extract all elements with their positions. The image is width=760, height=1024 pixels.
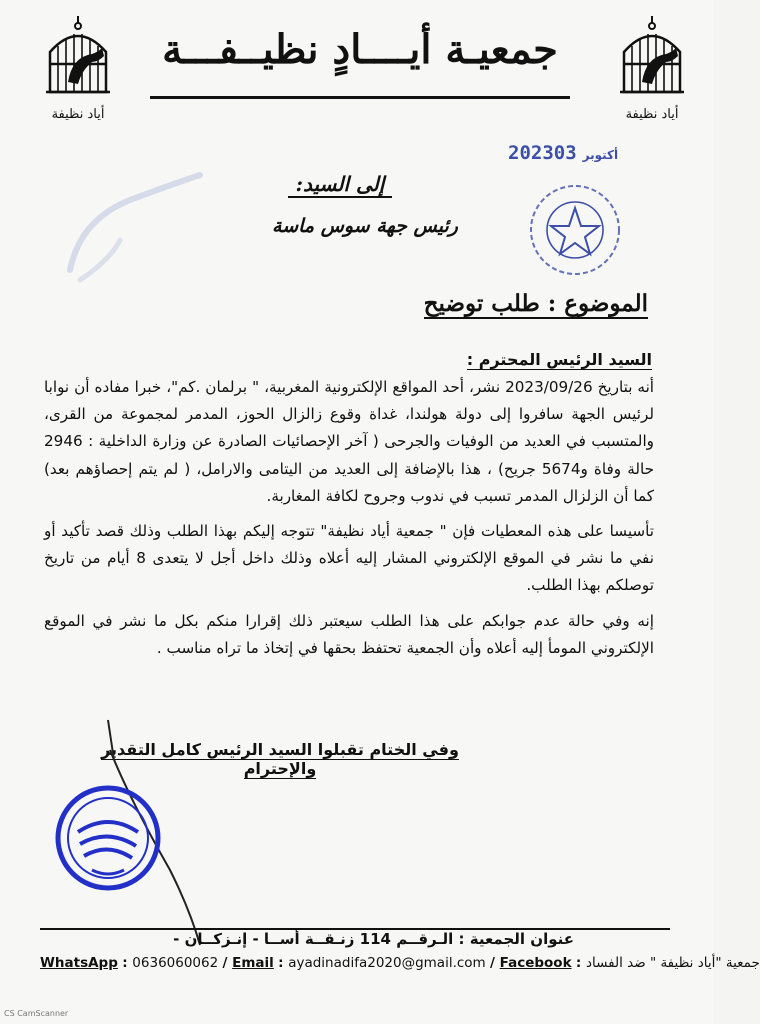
closing-text: وفي الختام تقبلوا السيد الرئيس كامل التقدير والإحترام <box>101 740 459 778</box>
date-day: 03 <box>553 142 577 164</box>
subject-text: الموضوع : طلب توضيح <box>423 290 648 317</box>
footer-contact: WhatsApp : 0636060062 / Email : ayadinadifa2020@gmail.com / Facebook : جمعية "أياد نظيفة " ضد الفساد <box>40 955 760 971</box>
birdcage-hand-icon <box>612 12 692 102</box>
facebook-page: جمعية "أياد نظيفة " ضد الفساد <box>585 955 760 971</box>
logo-label: أياد نظيفة <box>625 107 679 122</box>
body-paragraph: أنه بتاريخ 2023/09/26 نشر، أحد المواقع الإلكترونية المغربية، " برلمان .كم"، خبرا مفاده أن نوابا لرئيس الجهة سافروا إلى دولة هولندا، غداة وقوع زالزال الحوز، المدمر لمجموعة من القرى، والمتسبب في العديد من الوفيات والجرحى ( آخر الإحصائيات الصادرة عن وزارة الداخلية : 2946 حالة وفاة و5674 جريح) ، هذا بالإضافة إلى العديد من اليتامى والارامل، ( لم يتم إحصاؤهم بعد) كما أن الزلزال المدمر تسبب في ندوب وجروح لكافة المغاربة. <box>44 378 655 505</box>
date-month: أكتوبر <box>582 148 619 162</box>
birdcage-hand-icon <box>38 12 118 102</box>
faded-stamp <box>50 160 210 300</box>
ministry-stamp <box>525 180 625 280</box>
association-logo-right <box>612 12 692 122</box>
association-seal-icon <box>52 782 164 894</box>
association-seal <box>52 782 164 894</box>
header-divider <box>150 96 570 99</box>
addressee-label <box>260 172 420 196</box>
footer-address: عنوان الجمعية : الـرقــم 114 زنـقــة أســا - إنـزكــان - <box>173 930 574 948</box>
faded-stamp-mark-icon <box>50 160 210 300</box>
scanner-watermark: CS CamScanner <box>4 1009 69 1018</box>
body-paragraph: تأسيسا على هذه المعطيات فإن " جمعية أياد نظيفة" تتوجه إليكم بهذا الطلب وذلك قصد تأكيد أو نفي ما نشر في الموقع الإلكتروني المشار إليه أعلاه وذلك داخل أجل لا يتعدى 8 أيام من تاريخ توصلكم بهذا الطلب. <box>44 522 654 595</box>
email-label: Email <box>232 955 274 971</box>
addressee-text: إلى السيد: <box>288 172 393 198</box>
logo-label: أياد نظيفة <box>51 107 105 122</box>
whatsapp-label: WhatsApp <box>40 955 118 971</box>
association-title: جمعيـة أيــــادٍ نظيــفـــة <box>162 26 558 73</box>
salutation <box>252 350 652 369</box>
date-year: 2023 <box>508 142 554 164</box>
whatsapp-number: 0636060062 <box>132 955 219 971</box>
facebook-label: Facebook <box>499 955 572 971</box>
email-address: ayadinadifa2020@gmail.com <box>288 955 486 971</box>
recipient: رئيس جهة سوس ماسة <box>272 215 458 237</box>
body-paragraph: إنه وفي حالة عدم جوابكم على هذا الطلب سيعتبر ذلك إقرارا منكم بكل ما نشر في الموقع الإلكتروني المومأ إليه أعلاه وأن الجمعية تحتفظ بحقها في إتخاذ ما تراه مناسب . <box>44 611 654 657</box>
moroccan-star-seal-icon <box>525 180 625 280</box>
letter-body <box>44 374 654 670</box>
association-logo-left <box>38 12 118 122</box>
date-stamp <box>508 142 624 164</box>
salutation-text: السيد الرئيس المحترم : <box>466 350 652 369</box>
subject-line <box>308 290 648 317</box>
